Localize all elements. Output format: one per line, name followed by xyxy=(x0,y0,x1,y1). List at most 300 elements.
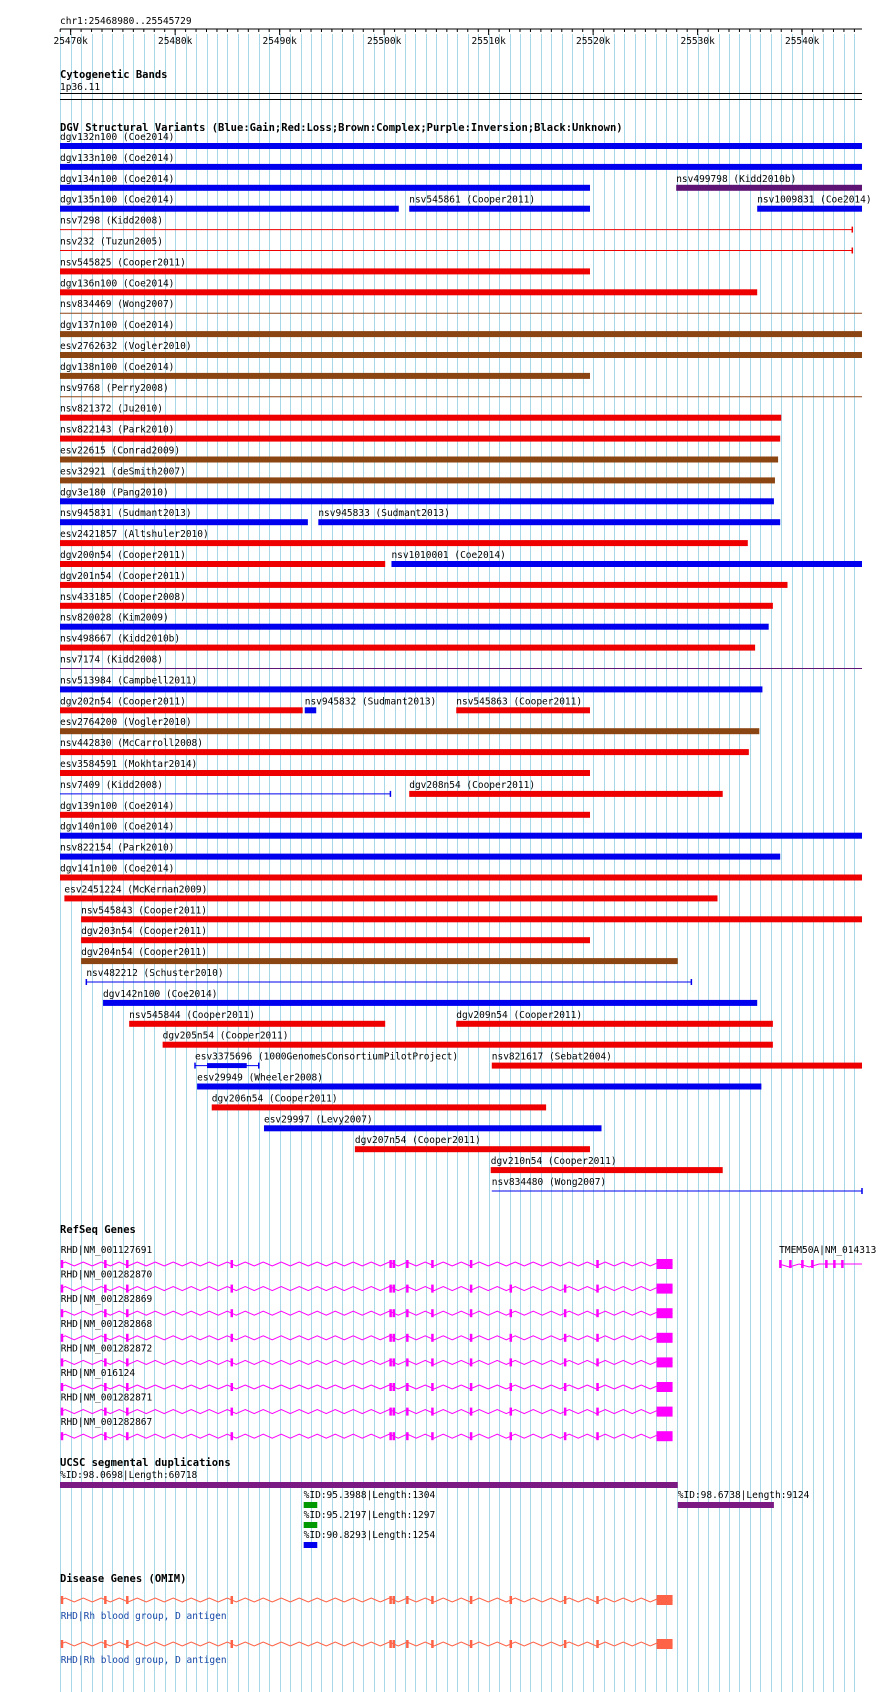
refseq-gene-utr xyxy=(657,1431,673,1441)
omim-gene-exon xyxy=(596,1640,599,1648)
dgv-variant-bar xyxy=(60,854,780,860)
dgv-variant-label: dgv205n54 (Cooper2011) xyxy=(162,1030,289,1042)
dgv-variant-label: dgv137n100 (Coe2014) xyxy=(60,320,175,332)
dgv-variant-bar xyxy=(60,352,862,358)
refseq-gene-exon xyxy=(431,1285,434,1293)
refseq-gene-exon xyxy=(564,1432,567,1440)
omim-gene-exon xyxy=(510,1640,513,1648)
dgv-variant-bar xyxy=(60,875,862,881)
refseq-gene-intron xyxy=(61,1410,673,1414)
dgv-variant-label: dgv133n100 (Coe2014) xyxy=(60,152,175,164)
omim-gene-exon xyxy=(126,1596,129,1604)
refseq-gene-exon xyxy=(470,1408,473,1416)
refseq-gene-exon xyxy=(126,1309,129,1317)
refseq-gene-exon xyxy=(470,1260,473,1268)
refseq-gene-exon xyxy=(231,1260,234,1268)
dgv-variant-bar xyxy=(60,415,781,421)
refseq-gene-exon xyxy=(564,1383,567,1391)
dgv-variant-label: dgv136n100 (Coe2014) xyxy=(60,278,175,290)
dgv-variant-bar xyxy=(163,1042,773,1048)
refseq-gene-exon xyxy=(393,1285,396,1293)
omim-gene-exon xyxy=(231,1640,234,1648)
dgv-variant-label: nsv545825 (Cooper2011) xyxy=(60,257,186,269)
refseq-gene-exon xyxy=(510,1309,513,1317)
dgv-variant-bar xyxy=(60,686,762,692)
dgv-variant-label: nsv499798 (Kidd2010b) xyxy=(676,173,797,185)
refseq-gene-exon xyxy=(406,1432,409,1440)
refseq-gene-exon xyxy=(596,1358,599,1366)
dgv-variant-label: nsv545861 (Cooper2011) xyxy=(409,194,536,206)
refseq-gene-exon xyxy=(510,1334,513,1342)
dgv-variant-label: dgv209n54 (Cooper2011) xyxy=(456,1009,583,1021)
dgv-variant-label: nsv821617 (Sebat2004) xyxy=(491,1051,612,1063)
refseq-gene-exon xyxy=(61,1285,64,1293)
dgv-variant-bar xyxy=(757,206,862,212)
ruler-tick-label: 25500k xyxy=(366,36,402,47)
refseq-gene-exon xyxy=(231,1285,234,1293)
refseq-gene-exon xyxy=(389,1309,392,1317)
omim-gene-exon xyxy=(389,1640,392,1648)
dgv-variant-label: nsv433185 (Cooper2008) xyxy=(60,591,186,603)
dgv-variant-bar xyxy=(60,289,757,295)
refseq-gene-label: RHD|NM_001282869 xyxy=(60,1294,153,1306)
refseq-gene-exon xyxy=(126,1260,129,1268)
tmem50a-exon xyxy=(811,1260,814,1268)
refseq-gene-exon xyxy=(564,1334,567,1342)
refseq-gene-exon xyxy=(61,1260,64,1268)
dgv-variant-bar xyxy=(456,707,590,713)
refseq-gene-exon xyxy=(564,1358,567,1366)
segdup-label: %ID:95.2197|Length:1297 xyxy=(303,1510,436,1521)
dgv-variant-bar xyxy=(355,1146,590,1152)
segdup-label: %ID:90.8293|Length:1254 xyxy=(303,1530,436,1541)
refseq-gene-exon xyxy=(389,1285,392,1293)
refseq-gene-exon xyxy=(61,1383,64,1391)
dgv-variant-bar xyxy=(60,164,862,170)
refseq-gene-exon xyxy=(104,1309,107,1317)
cytoband-label: 1p36.11 xyxy=(60,82,101,93)
refseq-gene-utr xyxy=(657,1308,673,1318)
dgv-variant-bar xyxy=(60,540,748,546)
dgv-variant-bar xyxy=(60,728,759,734)
ruler-tick-label: 25470k xyxy=(53,36,88,47)
refseq-gene-exon xyxy=(596,1309,599,1317)
dgv-variant-bar xyxy=(212,1104,546,1110)
refseq-gene-exon xyxy=(61,1334,64,1342)
dgv-variant-label: dgv200n54 (Cooper2011) xyxy=(60,550,186,561)
dgv-variant-label: esv2762632 (Vogler2010) xyxy=(60,341,192,352)
dgv-variant-bar xyxy=(60,603,773,609)
refseq-gene-label: RHD|NM_001282868 xyxy=(60,1318,153,1330)
track-omim-disease-genes[interactable] xyxy=(60,1573,673,1666)
refseq-gene-exon xyxy=(61,1309,64,1317)
refseq-gene-exon xyxy=(596,1408,599,1416)
track-cytogenetic-bands[interactable] xyxy=(60,69,862,100)
dgv-variant-bar xyxy=(456,1021,773,1027)
tmem50a-exon xyxy=(833,1260,836,1268)
refseq-gene-exon xyxy=(596,1383,599,1391)
track-title-dgv: DGV Structural Variants (Blue:Gain;Red:Loss;Brown:Complex;Purple:Inversion;Black:Unknown) xyxy=(60,122,623,134)
dgv-variant-label: nsv482212 (Schuster2010) xyxy=(86,968,224,979)
dgv-variant-label: nsv7298 (Kidd2008) xyxy=(60,215,163,227)
dgv-variant-bar xyxy=(60,833,862,839)
omim-gene-exon xyxy=(393,1640,396,1648)
refseq-gene-exon xyxy=(389,1358,392,1366)
dgv-variant-bar xyxy=(81,937,590,943)
dgv-variant-label: dgv208n54 (Cooper2011) xyxy=(409,779,536,791)
refseq-gene-exon xyxy=(389,1383,392,1391)
refseq-gene-intron xyxy=(61,1287,673,1291)
position-readout: chr1:25468980..25545729 xyxy=(60,16,192,27)
dgv-variant-label: nsv7174 (Kidd2008) xyxy=(60,654,163,666)
refseq-gene-exon xyxy=(104,1260,107,1268)
refseq-gene-exon xyxy=(510,1358,513,1366)
refseq-gene-utr xyxy=(657,1333,673,1343)
dgv-variant-label: esv29949 (Wheeler2008) xyxy=(197,1072,323,1084)
refseq-gene-exon xyxy=(596,1432,599,1440)
refseq-gene-exon xyxy=(564,1285,567,1293)
refseq-gene-exon xyxy=(126,1358,129,1366)
omim-gene-intron xyxy=(61,1598,673,1602)
dgv-variant-label: nsv1009831 (Coe2014) xyxy=(757,194,872,206)
dgv-variant-bar xyxy=(60,707,303,713)
dgv-variant-label: nsv834480 (Wong2007) xyxy=(491,1177,607,1188)
refseq-gene-exon xyxy=(393,1358,396,1366)
refseq-gene-intron xyxy=(61,1434,673,1438)
refseq-gene-exon xyxy=(104,1432,107,1440)
refseq-gene-exon xyxy=(389,1408,392,1416)
dgv-variant-label: esv29997 (Levy2007) xyxy=(263,1114,373,1126)
dgv-variant-bar xyxy=(64,895,717,901)
refseq-gene-exon xyxy=(510,1408,513,1416)
refseq-gene-exon xyxy=(126,1432,129,1440)
dgv-variant-bar xyxy=(60,206,399,212)
ruler-tick-label: 25530k xyxy=(680,36,715,47)
track-title-segdup: UCSC segmental duplications xyxy=(60,1457,231,1469)
refseq-gene-label: RHD|NM_001282870 xyxy=(60,1269,153,1281)
dgv-variant-label: esv32921 (deSmith2007) xyxy=(60,466,186,478)
dgv-variant-bar xyxy=(676,185,862,191)
refseq-gene-exon xyxy=(393,1260,396,1268)
dgv-variant-bar xyxy=(60,812,590,818)
refseq-gene-exon xyxy=(104,1358,107,1366)
omim-gene-exon xyxy=(104,1596,107,1604)
dgv-variant-bar xyxy=(81,958,678,964)
tmem50a-exon xyxy=(841,1260,844,1268)
dgv-variant-bar xyxy=(264,1125,602,1131)
refseq-gene-exon xyxy=(231,1432,234,1440)
dgv-variant-label: esv2451224 (McKernan2009) xyxy=(64,884,208,896)
dgv-variant-bar xyxy=(60,624,769,630)
dgv-variant-label: dgv134n100 (Coe2014) xyxy=(60,173,175,185)
track-dgv-structural-variants[interactable] xyxy=(60,122,872,1194)
dgv-variant-label: nsv545844 (Cooper2011) xyxy=(129,1009,256,1021)
refseq-gene-exon xyxy=(510,1285,513,1293)
dgv-variant-bar xyxy=(409,791,722,797)
ruler-tick-label: 25490k xyxy=(262,36,297,47)
omim-gene-exon xyxy=(431,1640,434,1648)
dgv-variant-label: nsv545863 (Cooper2011) xyxy=(456,696,583,708)
dgv-variant-label: nsv822154 (Park2010) xyxy=(60,842,175,854)
refseq-gene-exon xyxy=(61,1432,64,1440)
tmem50a-exon xyxy=(789,1260,792,1268)
ruler-tick-label: 25480k xyxy=(157,36,193,47)
refseq-gene-exon xyxy=(431,1260,434,1268)
refseq-gene-exon xyxy=(431,1408,434,1416)
track-title-cytoband: Cytogenetic Bands xyxy=(60,69,168,81)
dgv-variant-label: dgv210n54 (Cooper2011) xyxy=(490,1156,617,1168)
omim-gene-intron xyxy=(61,1642,673,1646)
segdup-bar xyxy=(304,1502,318,1508)
dgv-variant-label: esv3375696 (1000GenomesConsortiumPilotProject) xyxy=(195,1051,459,1063)
segdup-bar xyxy=(304,1542,318,1548)
refseq-gene-exon xyxy=(126,1334,129,1342)
dgv-variant-label: esv22615 (Conrad2009) xyxy=(60,445,181,457)
dgv-variant-label: nsv232 (Tuzun2005) xyxy=(60,236,163,248)
dgv-variant-label: nsv821372 (Ju2010) xyxy=(60,403,163,415)
dgv-variant-label: esv2421857 (Altshuler2010) xyxy=(60,529,209,541)
dgv-variant-label: dgv3e180 (Pang2010) xyxy=(60,487,169,499)
refseq-gene-exon xyxy=(564,1408,567,1416)
refseq-gene-exon xyxy=(470,1383,473,1391)
refseq-gene-exon xyxy=(431,1358,434,1366)
refseq-gene-exon xyxy=(406,1285,409,1293)
dgv-variant-label: nsv945833 (Sudmant2013) xyxy=(318,508,450,520)
dgv-variant-bar xyxy=(60,561,385,567)
refseq-gene-utr xyxy=(657,1357,673,1367)
refseq-gene-exon xyxy=(231,1334,234,1342)
dgv-variant-label: dgv142n100 (Coe2014) xyxy=(103,988,218,1000)
refseq-gene-label: RHD|NM_016124 xyxy=(60,1368,136,1379)
dgv-variant-bar xyxy=(129,1021,385,1027)
dgv-variant-label: nsv513984 (Campbell2011) xyxy=(60,675,198,687)
refseq-gene-exon xyxy=(406,1358,409,1366)
refseq-gene-exon xyxy=(564,1309,567,1317)
refseq-gene-exon xyxy=(470,1309,473,1317)
omim-gene-exon xyxy=(61,1640,64,1648)
dgv-variant-bar xyxy=(60,645,755,651)
dgv-variant-label: dgv141n100 (Coe2014) xyxy=(60,863,175,875)
omim-gene-exon xyxy=(389,1596,392,1604)
refseq-gene-label: RHD|NM_001282872 xyxy=(60,1343,153,1355)
refseq-gene-exon xyxy=(231,1358,234,1366)
tmem50a-exon xyxy=(825,1260,828,1268)
dgv-variant-bar xyxy=(409,206,590,212)
dgv-variant-label: nsv1010001 (Coe2014) xyxy=(391,550,506,561)
refseq-gene-intron xyxy=(61,1360,673,1364)
dgv-variant-label: nsv820028 (Kim2009) xyxy=(60,612,169,624)
refseq-gene-exon xyxy=(389,1260,392,1268)
refseq-gene-exon xyxy=(393,1309,396,1317)
dgv-variant-label: dgv135n100 (Coe2014) xyxy=(60,194,175,206)
dgv-variant-label: dgv140n100 (Coe2014) xyxy=(60,821,175,833)
refseq-gene-exon xyxy=(61,1358,64,1366)
dgv-variant-bar xyxy=(391,561,862,567)
refseq-gene-exon xyxy=(393,1432,396,1440)
refseq-gene-utr xyxy=(657,1407,673,1417)
dgv-variant-bar xyxy=(60,477,775,483)
refseq-gene-exon xyxy=(470,1334,473,1342)
dgv-variant-bar xyxy=(60,749,749,755)
refseq-gene-exon xyxy=(126,1383,129,1391)
dgv-variant-label: nsv498667 (Kidd2010b) xyxy=(60,633,181,645)
ruler-tick-label: 25520k xyxy=(575,36,611,47)
track-title-omim: Disease Genes (OMIM) xyxy=(60,1573,187,1585)
dgv-variant-label: nsv442830 (McCarroll2008) xyxy=(60,738,203,750)
dgv-variant-bar xyxy=(60,331,862,337)
dgv-variant-bar xyxy=(60,519,308,525)
segdup-bar xyxy=(678,1502,774,1508)
segdup-label: %ID:98.0698|Length:60718 xyxy=(60,1470,198,1481)
omim-gene-exon xyxy=(564,1596,567,1604)
dgv-variant-bar xyxy=(60,268,590,274)
dgv-variant-label: dgv201n54 (Cooper2011) xyxy=(60,570,186,582)
refseq-gene-exon xyxy=(231,1309,234,1317)
refseq-gene-intron xyxy=(61,1262,673,1266)
refseq-gene-exon xyxy=(596,1334,599,1342)
dgv-variant-label: dgv203n54 (Cooper2011) xyxy=(81,926,207,938)
refseq-gene-exon xyxy=(596,1285,599,1293)
dgv-variant-label: nsv945831 (Sudmant2013) xyxy=(60,508,192,520)
refseq-gene-exon xyxy=(470,1432,473,1440)
dgv-variant-bar xyxy=(60,185,590,191)
refseq-gene-exon xyxy=(104,1285,107,1293)
dgv-variant-label: dgv202n54 (Cooper2011) xyxy=(60,696,186,708)
refseq-gene-exon xyxy=(431,1309,434,1317)
dgv-variant-label: esv2764200 (Vogler2010) xyxy=(60,717,192,729)
ruler-tick-label: 25510k xyxy=(471,36,506,47)
dgv-variant-label: dgv206n54 (Cooper2011) xyxy=(211,1093,338,1105)
refseq-gene-intron xyxy=(61,1385,673,1389)
tmem50a-exon xyxy=(801,1260,804,1268)
refseq-gene-label: RHD|NM_001282871 xyxy=(60,1392,153,1404)
dgv-variant-label: dgv139n100 (Coe2014) xyxy=(60,800,175,812)
segdup-bar xyxy=(304,1522,318,1528)
refseq-gene-exon xyxy=(104,1408,107,1416)
refseq-gene-exon xyxy=(393,1383,396,1391)
dgv-variant-label: dgv207n54 (Cooper2011) xyxy=(354,1135,481,1147)
dgv-variant-bar xyxy=(207,1063,247,1068)
dgv-variant-bar xyxy=(318,519,780,525)
dgv-variant-bar xyxy=(491,1167,723,1173)
refseq-gene-exon xyxy=(510,1432,513,1440)
dgv-variant-bar xyxy=(60,373,590,379)
omim-gene-exon xyxy=(406,1640,409,1648)
dgv-variant-label: nsv7409 (Kidd2008) xyxy=(60,779,163,791)
omim-gene-exon xyxy=(431,1596,434,1604)
omim-gene-exon xyxy=(406,1596,409,1604)
refseq-gene-exon xyxy=(126,1285,129,1293)
refseq-gene-exon xyxy=(389,1432,392,1440)
refseq-gene-label: TMEM50A|NM_014313 xyxy=(779,1245,877,1256)
dgv-variant-bar xyxy=(60,436,780,442)
dgv-variant-bar xyxy=(197,1084,761,1090)
refseq-gene-exon xyxy=(510,1383,513,1391)
refseq-gene-exon xyxy=(104,1383,107,1391)
track-title-refseq: RefSeq Genes xyxy=(60,1224,136,1236)
refseq-gene-exon xyxy=(431,1383,434,1391)
refseq-gene-intron xyxy=(61,1336,673,1340)
track-segmental-duplications[interactable] xyxy=(60,1457,810,1548)
omim-gene-exon xyxy=(470,1596,473,1604)
dgv-variant-label: esv3584591 (Mokhtar2014) xyxy=(60,759,198,770)
dgv-variant-bar xyxy=(60,143,862,149)
dgv-variant-label: nsv9768 (Perry2008) xyxy=(60,382,169,394)
tmem50a-exon xyxy=(779,1260,782,1268)
refseq-gene-utr xyxy=(657,1259,673,1269)
dgv-variant-label: nsv822143 (Park2010) xyxy=(60,424,175,436)
omim-gene-label: RHD|Rh blood group, D antigen xyxy=(60,1655,227,1666)
refseq-gene-utr xyxy=(657,1382,673,1392)
omim-gene-exon xyxy=(126,1640,129,1648)
refseq-gene-label: RHD|NM_001127691 xyxy=(60,1245,153,1256)
refseq-gene-exon xyxy=(596,1260,599,1268)
refseq-gene-exon xyxy=(406,1408,409,1416)
segdup-bar xyxy=(60,1482,678,1488)
dgv-variant-label: dgv132n100 (Coe2014) xyxy=(60,132,175,143)
dgv-variant-bar xyxy=(492,1063,862,1069)
ruler-tick-label: 25540k xyxy=(784,36,820,47)
dgv-variant-bar xyxy=(81,916,862,922)
refseq-gene-exon xyxy=(126,1408,129,1416)
omim-gene-exon xyxy=(393,1596,396,1604)
refseq-gene-exon xyxy=(389,1334,392,1342)
dgv-variant-bar xyxy=(305,707,316,713)
dgv-variant-label: nsv834469 (Wong2007) xyxy=(60,299,175,311)
refseq-gene-exon xyxy=(393,1408,396,1416)
dgv-variant-label: nsv545843 (Cooper2011) xyxy=(81,905,207,917)
refseq-gene-exon xyxy=(61,1408,64,1416)
dgv-variant-bar xyxy=(103,1000,757,1006)
omim-gene-exon xyxy=(61,1596,64,1604)
refseq-gene-exon xyxy=(406,1334,409,1342)
dgv-variant-bar xyxy=(60,498,774,504)
refseq-gene-exon xyxy=(231,1383,234,1391)
refseq-gene-exon xyxy=(393,1334,396,1342)
refseq-gene-exon xyxy=(470,1285,473,1293)
omim-gene-utr xyxy=(657,1639,673,1649)
dgv-variant-label: dgv138n100 (Coe2014) xyxy=(60,361,175,373)
segdup-label: %ID:98.6738|Length:9124 xyxy=(677,1490,810,1501)
refseq-gene-exon xyxy=(406,1383,409,1391)
omim-gene-exon xyxy=(510,1596,513,1604)
dgv-variant-label: nsv945832 (Sudmant2013) xyxy=(304,696,437,708)
omim-gene-exon xyxy=(231,1596,234,1604)
dgv-variant-bar xyxy=(60,457,778,463)
omim-gene-exon xyxy=(564,1640,567,1648)
refseq-gene-exon xyxy=(431,1334,434,1342)
refseq-gene-utr xyxy=(657,1284,673,1294)
refseq-gene-exon xyxy=(431,1432,434,1440)
grid-lines xyxy=(61,34,855,1692)
omim-gene-exon xyxy=(470,1640,473,1648)
omim-gene-exon xyxy=(596,1596,599,1604)
refseq-gene-exon xyxy=(470,1358,473,1366)
refseq-gene-exon xyxy=(104,1334,107,1342)
refseq-gene-label: RHD|NM_001282867 xyxy=(60,1417,153,1429)
dgv-variant-bar xyxy=(60,582,788,588)
omim-gene-label: RHD|Rh blood group, D antigen xyxy=(60,1611,227,1622)
omim-gene-utr xyxy=(657,1595,673,1605)
refseq-gene-exon xyxy=(406,1309,409,1317)
refseq-gene-exon xyxy=(406,1260,409,1268)
segdup-label: %ID:95.3988|Length:1304 xyxy=(303,1490,436,1501)
omim-gene-exon xyxy=(104,1640,107,1648)
dgv-variant-bar xyxy=(60,770,590,776)
refseq-gene-exon xyxy=(231,1408,234,1416)
dgv-variant-label: dgv204n54 (Cooper2011) xyxy=(81,947,207,959)
refseq-gene-intron xyxy=(61,1311,673,1315)
